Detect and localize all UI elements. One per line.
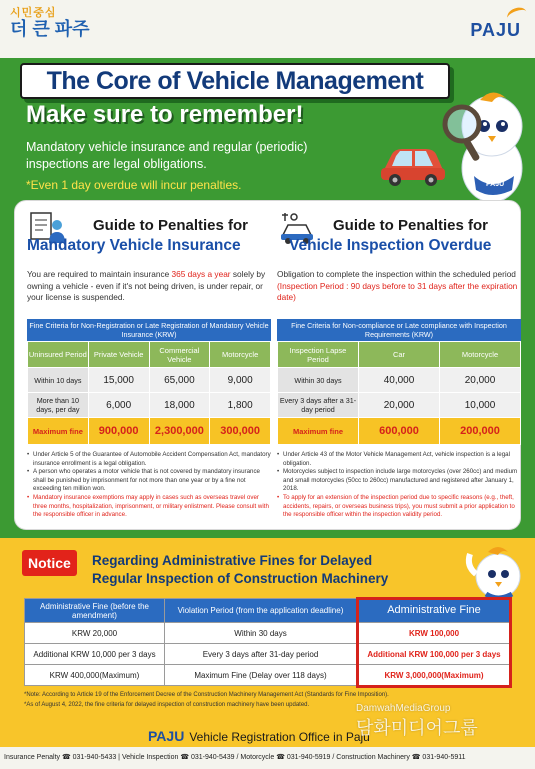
- warning-text: *Even 1 day overdue will incur penalties.: [26, 178, 242, 192]
- inspection-title-line1: Guide to Penalties for: [333, 217, 489, 234]
- table-header-cell: Car: [359, 342, 440, 368]
- insurance-column: [27, 211, 271, 520]
- insurance-desc-text-rest: solely by owning a vehicle - even if it's not being driven, is under repair, or your license is suspended.: [27, 269, 266, 302]
- inspection-title-line2: Vehicle Inspection Overdue: [289, 237, 492, 254]
- slogan-line1: 시민중심: [10, 7, 57, 19]
- table-cell: 20,000: [440, 368, 521, 393]
- table-cell: 9,000: [210, 368, 271, 393]
- table-row-label: Within 30 days: [278, 368, 359, 393]
- contact-bar: Insurance Penalty ☎ 031-940-5433 | Vehicle Inspection ☎ 031-940-5439 / Motorcycle ☎ 031-940-5919 / Construction Machinery ☎ 031-940-5911: [0, 747, 535, 769]
- car-icon: [378, 140, 448, 188]
- insurance-description: [27, 269, 271, 315]
- insurance-desc-text: You are required to maintain insurance: [27, 269, 172, 279]
- notice-title: [92, 552, 388, 588]
- notice-title-line1: Regarding Administrative Fines for Delayed: [92, 553, 373, 568]
- table-row: [25, 644, 512, 665]
- watermark-line1: DamwahMediaGroup: [356, 703, 451, 714]
- inspection-desc-highlight: (Inspection Period : 90 days before to 31 days after the expiration date): [277, 280, 518, 302]
- intro-text: Mandatory vehicle insurance and regular (periodic) inspections are legal obligations.: [26, 140, 308, 171]
- table-cell: KRW 20,000: [25, 623, 165, 644]
- note-item: • Under Article 43 of the Motor Vehicle Management Act, vehicle inspection is a legal obligation.: [277, 451, 521, 468]
- slogan-line2: 더 큰 파주: [10, 19, 90, 39]
- table-row-label: Maximum fine: [278, 418, 359, 445]
- watermark: [356, 704, 478, 737]
- office-name: Vehicle Registration Office in Paju: [189, 730, 370, 744]
- table-header-row: [25, 599, 512, 623]
- table-cell: 20,000: [359, 393, 440, 418]
- note-item: • To apply for an extension of the inspection period due to specific reasons (e.g., theft, accidents, repairs, or overseas business trips), you must submit a prior application to the responsible officer within the inspection validity period.: [277, 494, 521, 520]
- table-cell: 1,800: [210, 393, 271, 418]
- insurance-notes: [27, 451, 271, 520]
- notice-title-line2: Regular Inspection of Construction Machinery: [92, 571, 389, 586]
- table-cell: 900,000: [88, 418, 149, 445]
- inspection-fine-table: [277, 341, 521, 445]
- table-cell: 6,000: [88, 393, 149, 418]
- footnote: *As of August 4, 2022, the fine criteria for delayed inspection of construction machinery have been updated.: [24, 701, 310, 708]
- table-max-row: [28, 418, 271, 445]
- notice-badge: Notice: [22, 550, 77, 576]
- table-row-label: Maximum fine: [28, 418, 89, 445]
- table-cell: 18,000: [149, 393, 210, 418]
- table-cell: KRW 400,000(Maximum): [25, 665, 165, 686]
- watermark-line2: 담화미디어그룹: [356, 718, 478, 738]
- table-cell: Maximum Fine (Delay over 118 days): [165, 665, 357, 686]
- note-item: • A person who operates a motor vehicle that is not covered by mandatory insurance shall be punished by imprisonment for not more than one year or by a fine not exceeding ten million won.: [27, 468, 271, 494]
- table-cell: 40,000: [359, 368, 440, 393]
- construction-fine-table: [24, 598, 512, 686]
- table-cell: Additional KRW 100,000 per 3 days: [357, 644, 512, 665]
- page-subtitle: Make sure to remember!: [26, 101, 304, 128]
- table-cell: 65,000: [149, 368, 210, 393]
- mascot-waving-icon: [462, 540, 532, 604]
- penalty-guide-card: [14, 200, 521, 530]
- note-item: • Mandatory insurance exemptions may apply in cases such as overseas travel over three months, hospitalization, imprisonment, or military enlistment. Please consult with the responsible officer in advance.: [27, 494, 271, 520]
- table-header-cell: Private Vehicle: [88, 342, 149, 368]
- table-header-cell: Uninsured Period: [28, 342, 89, 368]
- table-row: [28, 368, 271, 393]
- note-item: • Motorcycles subject to inspection include large motorcycles (over 260cc) and medium and small motorcycles (50cc to 260cc) manufactured and registered after January 1, 2018.: [277, 468, 521, 494]
- note-item: • Under Article 5 of the Guarantee of Automobile Accident Compensation Act, mandatory insurance enrollment is a legal obligation.: [27, 451, 271, 468]
- table-cell: Every 3 days after 31-day period: [165, 644, 357, 665]
- insurance-fine-table: [27, 341, 271, 445]
- table-header-cell: Motorcycle: [210, 342, 271, 368]
- table-row-label: More than 10 days, per day: [28, 393, 89, 418]
- paju-logo: [470, 20, 521, 41]
- city-slogan-logo: [10, 8, 90, 38]
- table-cell: 300,000: [210, 418, 271, 445]
- table-row: [25, 665, 512, 686]
- table-cell: 2,300,000: [149, 418, 210, 445]
- table-row: [278, 393, 521, 418]
- footnote: *Note: According to Article 19 of the Enforcement Decree of the Construction Machinery Management Act (Standards for Fine Imposition).: [24, 692, 389, 698]
- inspection-desc-text: Obligation to complete the inspection within the scheduled period: [277, 269, 516, 279]
- table-header-cell: Motorcycle: [440, 342, 521, 368]
- mascot-with-magnifier-icon: [440, 80, 532, 210]
- page-title: The Core of Vehicle Management: [46, 67, 424, 95]
- inspection-notes: [277, 451, 521, 520]
- table-header-cell: Administrative Fine (before the amendment): [25, 599, 165, 623]
- table-cell: KRW 100,000: [357, 623, 512, 644]
- insurance-title-line1: Guide to Penalties for: [93, 217, 249, 234]
- table-cell: KRW 3,000,000(Maximum): [357, 665, 512, 686]
- table-row: [28, 393, 271, 418]
- table-header-cell: Commercial Vehicle: [149, 342, 210, 368]
- inspection-header: [277, 211, 521, 267]
- table-header-row: [278, 342, 521, 368]
- insurance-title-line2: Mandatory Vehicle Insurance: [27, 237, 241, 254]
- inspection-table-caption: Fine Criteria for Non-compliance or Late compliance with Inspection Requirements (KRW): [277, 319, 521, 341]
- inspection-description: [277, 269, 521, 315]
- table-header-row: [28, 342, 271, 368]
- svg-text:PAJU: PAJU: [486, 181, 505, 188]
- table-row-label: Within 10 days: [28, 368, 89, 393]
- insurance-table-caption: Fine Criteria for Non-Registration or Late Registration of Mandatory Vehicle Insurance (KRW): [27, 319, 271, 341]
- table-cell: 200,000: [440, 418, 521, 445]
- table-header-cell: Violation Period (from the application deadline): [165, 599, 357, 623]
- table-row: [278, 368, 521, 393]
- insurance-header: [27, 211, 271, 267]
- table-cell: Additional KRW 10,000 per 3 days: [25, 644, 165, 665]
- table-header-cell: Inspection Lapse Period: [278, 342, 359, 368]
- inspection-column: [277, 211, 521, 520]
- table-cell: Within 30 days: [165, 623, 357, 644]
- table-cell: 10,000: [440, 393, 521, 418]
- table-row: [25, 623, 512, 644]
- table-row-label: Every 3 days after a 31-day period: [278, 393, 359, 418]
- main-title-box: [20, 63, 450, 99]
- table-header-cell: Administrative Fine: [357, 599, 512, 623]
- insurance-desc-highlight: 365 days a year: [171, 269, 231, 279]
- footer-paju-logo: PAJU: [148, 728, 185, 744]
- office-signature: [148, 728, 370, 744]
- paju-logo-text: PAJU: [470, 20, 521, 40]
- table-cell: 600,000: [359, 418, 440, 445]
- table-cell: 15,000: [88, 368, 149, 393]
- table-max-row: [278, 418, 521, 445]
